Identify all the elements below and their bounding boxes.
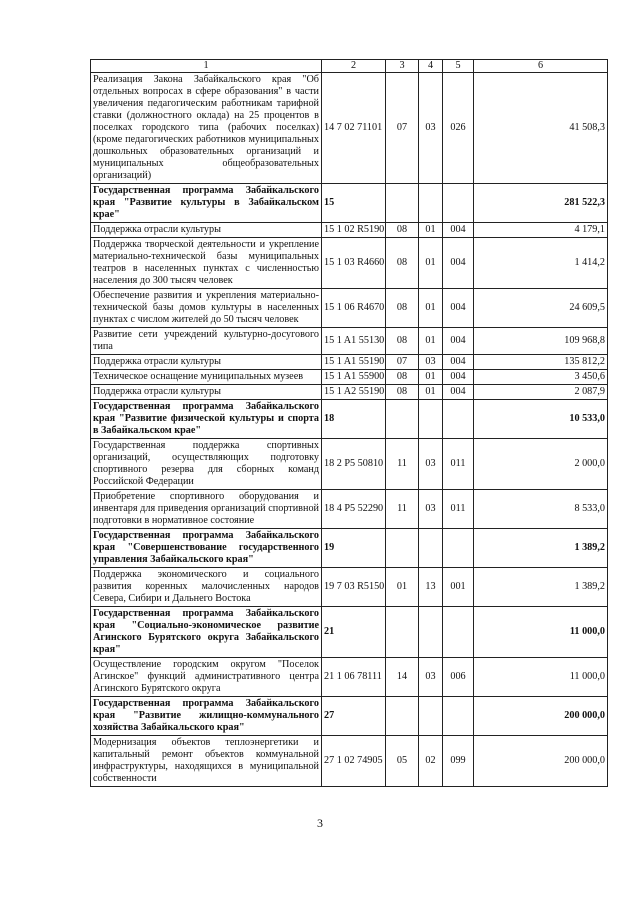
expense-type-cell: 011 [443,490,474,529]
code-cell: 15 1 03 R4660 [322,238,386,289]
amount-cell: 1 414,2 [474,238,608,289]
name-cell: Приобретение спортивного оборудования и инвентаря для приведения организаций спортивной подготовки в нормативное состояние [91,490,322,529]
section-cell: 08 [386,238,419,289]
page-number: 3 [317,816,323,830]
section-cell: 07 [386,73,419,184]
expense-type-cell [443,607,474,658]
table-body [91,60,608,787]
name-cell: Обеспечение развития и укрепления материально-технической базы домов культуры в населенных пунктах с числом жителей до 50 тысяч человек [91,289,322,328]
code-cell: 15 1 A1 55130 [322,328,386,355]
section-cell: 05 [386,736,419,787]
name-cell: Реализация Закона Забайкальского края "Об отдельных вопросах в сфере образования" в части увеличения педагогическим работникам тарифной ставки (должностного оклада) на 25 процентов в поселках городского типа (рабочих поселках) (кроме педагогических работников муниципальных дошкольных образовательных организаций и муниципальных общеобразовательных организаций) [91,73,322,184]
name-cell: Поддержка отрасли культуры [91,223,322,238]
section-cell: 11 [386,439,419,490]
section-cell: 08 [386,223,419,238]
name-cell: Поддержка экономического и социального развития коренных малочисленных народов Севера, Сибири и Дальнего Востока [91,568,322,607]
program-row [91,184,608,223]
section-cell: 08 [386,328,419,355]
code-cell: 15 1 06 R4670 [322,289,386,328]
amount-cell: 281 522,3 [474,184,608,223]
section-cell: 14 [386,658,419,697]
section-cell: 08 [386,370,419,385]
code-cell: 18 4 P5 52290 [322,490,386,529]
amount-cell: 41 508,3 [474,73,608,184]
table-row [91,439,608,490]
section-cell [386,697,419,736]
code-cell: 27 1 02 74905 [322,736,386,787]
name-cell: Государственная поддержка спортивных организаций, осуществляющих подготовку спортивного резерва для сборных команд Российской Федерации [91,439,322,490]
expense-type-cell: 006 [443,658,474,697]
amount-cell: 1 389,2 [474,529,608,568]
expense-type-cell: 004 [443,328,474,355]
subsection-cell [419,697,443,736]
code-cell: 21 [322,607,386,658]
expense-type-cell: 004 [443,289,474,328]
table-row [91,328,608,355]
amount-cell: 2 000,0 [474,439,608,490]
amount-cell: 8 533,0 [474,490,608,529]
expense-type-cell: 011 [443,439,474,490]
expense-type-cell: 001 [443,568,474,607]
section-cell: 08 [386,385,419,400]
name-cell: Развитие сети учреждений культурно-досугового типа [91,328,322,355]
subsection-cell [419,400,443,439]
code-cell: 19 7 03 R5150 [322,568,386,607]
header-cell: 4 [419,60,443,73]
table-row [91,223,608,238]
header-row [91,60,608,73]
section-cell: 07 [386,355,419,370]
amount-cell: 109 968,8 [474,328,608,355]
amount-cell: 10 533,0 [474,400,608,439]
name-cell: Поддержка отрасли культуры [91,385,322,400]
expense-type-cell: 026 [443,73,474,184]
amount-cell: 4 179,1 [474,223,608,238]
subsection-cell: 01 [419,223,443,238]
name-cell: Государственная программа Забайкальского края "Совершенствование государственного управления Забайкальского края" [91,529,322,568]
amount-cell: 11 000,0 [474,607,608,658]
expense-type-cell [443,529,474,568]
expense-type-cell: 004 [443,223,474,238]
amount-cell: 1 389,2 [474,568,608,607]
subsection-cell: 01 [419,328,443,355]
name-cell: Модернизация объектов теплоэнергетики и капитальный ремонт объектов коммунальной инфраструктуры, находящихся в муниципальной собственности [91,736,322,787]
code-cell: 19 [322,529,386,568]
code-cell: 15 1 A1 55190 [322,355,386,370]
program-row [91,400,608,439]
expense-type-cell [443,697,474,736]
expense-type-cell: 004 [443,238,474,289]
section-cell: 08 [386,289,419,328]
code-cell: 15 1 02 R5190 [322,223,386,238]
name-cell: Осуществление городским округом "Поселок Агинское" функций административного центра Агинского Бурятского округа [91,658,322,697]
code-cell: 15 1 A1 55900 [322,370,386,385]
subsection-cell: 01 [419,289,443,328]
section-cell [386,607,419,658]
header-cell: 3 [386,60,419,73]
expense-type-cell [443,400,474,439]
name-cell: Государственная программа Забайкальского края "Развитие физической культуры и спорта в Забайкальском крае" [91,400,322,439]
subsection-cell: 03 [419,355,443,370]
header-cell: 6 [474,60,608,73]
name-cell: Государственная программа Забайкальского края "Развитие культуры в Забайкальском крае" [91,184,322,223]
section-cell [386,184,419,223]
expense-type-cell: 004 [443,355,474,370]
subsection-cell [419,607,443,658]
section-cell: 11 [386,490,419,529]
section-cell [386,529,419,568]
name-cell: Техническое оснащение муниципальных музеев [91,370,322,385]
name-cell: Поддержка отрасли культуры [91,355,322,370]
code-cell: 27 [322,697,386,736]
amount-cell: 24 609,5 [474,289,608,328]
code-cell: 18 [322,400,386,439]
table-row [91,736,608,787]
name-cell: Поддержка творческой деятельности и укрепление материально-технической базы муниципальных театров в населенных пунктах с численностью населения до 300 тысяч человек [91,238,322,289]
subsection-cell: 01 [419,385,443,400]
code-cell: 15 1 A2 55190 [322,385,386,400]
expense-type-cell [443,184,474,223]
table-row [91,370,608,385]
budget-table [90,59,608,787]
amount-cell: 3 450,6 [474,370,608,385]
table-row [91,238,608,289]
subsection-cell: 03 [419,439,443,490]
expense-type-cell: 004 [443,370,474,385]
amount-cell: 11 000,0 [474,658,608,697]
amount-cell: 2 087,9 [474,385,608,400]
subsection-cell: 03 [419,490,443,529]
subsection-cell: 01 [419,370,443,385]
table-row [91,355,608,370]
table-row [91,73,608,184]
program-row [91,697,608,736]
section-cell: 01 [386,568,419,607]
header-cell: 5 [443,60,474,73]
header-cell: 1 [91,60,322,73]
program-row [91,529,608,568]
amount-cell: 135 812,2 [474,355,608,370]
subsection-cell: 03 [419,73,443,184]
subsection-cell [419,184,443,223]
expense-type-cell: 099 [443,736,474,787]
code-cell: 21 1 06 78111 [322,658,386,697]
table-row [91,568,608,607]
section-cell [386,400,419,439]
table-row [91,385,608,400]
amount-cell: 200 000,0 [474,736,608,787]
name-cell: Государственная программа Забайкальского края "Социально-экономическое развитие Агинского Бурятского округа Забайкальского края" [91,607,322,658]
code-cell: 15 [322,184,386,223]
subsection-cell: 02 [419,736,443,787]
subsection-cell: 01 [419,238,443,289]
code-cell: 14 7 02 71101 [322,73,386,184]
table-row [91,658,608,697]
subsection-cell [419,529,443,568]
table-row [91,490,608,529]
table-row [91,289,608,328]
subsection-cell: 03 [419,658,443,697]
subsection-cell: 13 [419,568,443,607]
code-cell: 18 2 P5 50810 [322,439,386,490]
amount-cell: 200 000,0 [474,697,608,736]
header-cell: 2 [322,60,386,73]
program-row [91,607,608,658]
expense-type-cell: 004 [443,385,474,400]
name-cell: Государственная программа Забайкальского края "Развитие жилищно-коммунального хозяйства Забайкальского края" [91,697,322,736]
